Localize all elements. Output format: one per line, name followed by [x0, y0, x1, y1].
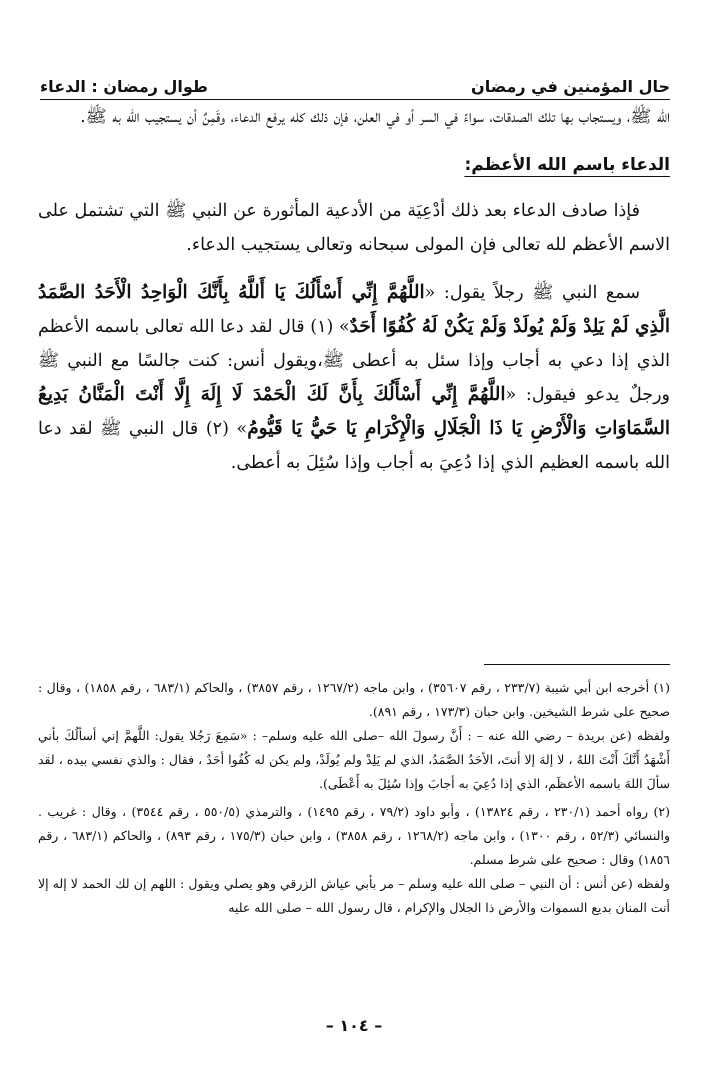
- paragraph-2: فإذا صادف الدعاء بعد ذلك أدْعِيَة من الأدعية المأثورة عن النبي ﷺ التي تشتمل على الاسم الأعظم لله تعالى فإن المولى سبحانه وتعالى يستجيب الدعاء.: [38, 201, 670, 255]
- paragraph-3: [38, 276, 670, 480]
- section-heading: الدعاء باسم الله الأعظم:: [464, 155, 670, 175]
- header-book-title: حال المؤمنين في رمضان: [471, 77, 670, 96]
- paragraph-3-intro: سمع النبي ﷺ رجلاً يقول: «: [424, 283, 641, 303]
- main-text: [38, 100, 670, 480]
- running-header: [40, 64, 670, 100]
- paragraph-3-end: » (٢) قال النبي ﷺ لقد دعا الله باسمه العظيم الذي إذا دُعِيَ به أجاب وإذا سُئِلَ به أعطى.: [38, 419, 670, 473]
- paragraph-1: الله ﷺ، ويستجاب بها تلك الصدقات، سواءً في السر أو في العلن، فإن ذلك كله يرفع الدعاء، وقَمِنٌ أن يستجيب الله به ﷺ.: [80, 107, 670, 127]
- footnote-1-text: ولفظه (عن بريدة – رضي الله عنه – : أَنَّ رسولَ الله –صلى الله عليه وسلم– : «سَمِعَ رَجُلا يقول: اللَّهمَّ إني أسألُكَ بأني أَشْهَدُ أَنَّكَ أَنْتَ اللهُ ، لا إلهَ إلا أنتَ، الأحَدُ الصَّمَدُ، الذي لم يَلِدْ ولم يُولَدْ، ولم يكن له كُفُوا أحَدٌ ، فقال : والذي نفسي بيده ، لقد سألَ اللهَ باسمه الأعظَم، الذي إذا دُعِيَ به أجابَ وإذا سُئِلَ به أَعْطَى).: [38, 728, 670, 791]
- footnote-2-source: (٢) رواه أحمد (٢٣٠/١ ، رقم ١٣٨٢٤) ، وأبو داود (٧٩/٢ ، رقم ١٤٩٥) ، والترمذي (٥٥٠/٥ ، رقم ٣٥٤٤) ، وقال : غريب . والنسائي (٥٢/٣ ، رقم ١٣٠٠) ، وابن ماجه (١٢٦٨/٢ ، رقم ٣٨٥٨) ، وابن حبان (١٧٥/٣ ، رقم ٨٩٣) ، والحاكم (٦٨٣/١ ، رقم ١٨٥٦) وقال : صحيح على شرط مسلم.: [38, 804, 670, 867]
- footnote-2-text: ولفظه (عن أنس : أن النبي – صلى الله عليه وسلم – مر بأبي عياش الزرقي وهو يصلي ويقول : اللهم إن لك الحمد لا إله إلا أنت المنان بديع السموات والأرض ذا الجلال والإكرام ، قال رسول الله – صلى الله عليه: [38, 876, 670, 915]
- paragraph-3-middle: » (١) قال لقد دعا الله تعالى باسمه الأعظم الذي إذا دعي به أجاب وإذا سئل به أعطى ﷺ،ويقول أنس: كنت جالسًا مع النبي ﷺ ورجلٌ يدعو فيقول: «: [38, 317, 670, 405]
- footnotes: [38, 676, 670, 920]
- footnote-separator: [484, 664, 670, 665]
- hadith-quote-1: اللَّهُمَّ إِنِّي أَسْأَلُكَ يَا أَللَّهُ بِأَنَّكَ الْوَاحِدُ الْأَحَدُ الصَّمَدُ الَّذِي لَمْ يَلِدْ وَلَمْ يُولَدْ وَلَمْ يَكُنْ لَهُ كُفُوًا أَحَدٌ: [38, 282, 670, 337]
- page-number: – ١٠٤ –: [325, 1016, 383, 1035]
- footnote-1-source: (١) أخرجه ابن أبي شيبة (٢٣٣/٧ ، رقم ٣٥٦٠٧) ، وابن ماجه (١٢٦٧/٢ ، رقم ٣٨٥٧) ، والحاكم (٦٨٣/١ ، رقم ١٨٥٨) ، وقال : صحيح على شرط الشيخين. وابن حبان (١٧٣/٣ ، رقم ٨٩١).: [38, 680, 670, 719]
- hadith-quote-2: اللَّهُمَّ إِنِّي أَسْأَلُكَ بِأَنَّ لَكَ الْحَمْدَ لَا إِلَهَ إِلَّا أَنْتَ الْمَنَّانُ بَدِيعُ السَّمَاوَاتِ وَالْأَرْضِ يَا ذَا الْجَلَالِ وَالْإِكْرَامِ يَا حَيُّ يَا قَيُّومُ: [38, 384, 670, 439]
- header-section-title: طوال رمضان : الدعاء: [40, 77, 208, 96]
